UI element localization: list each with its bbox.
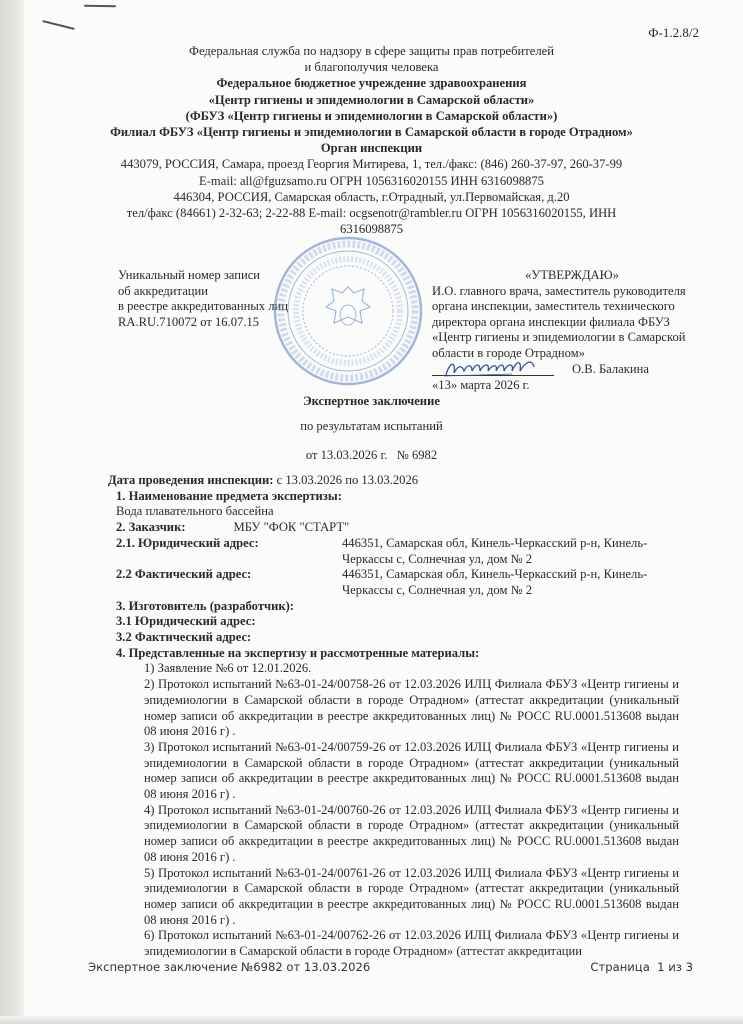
accreditation-line: об аккредитации [118,283,209,298]
approver-position-line: И.О. главного врача, заместитель руководителя [432,283,686,298]
approver-position-line: «Центр гигиены и эпидемиологии в Самарской [432,330,686,345]
section-2-2-actual-address [108,567,698,598]
scan-mark [42,20,75,30]
material-item: 6) Протокол испытаний №63-01-24/00762-26 от 12.03.2026 ИЛЦ Филиала ФБУЗ «Центр гигиены и эпидемиологии в Самарской области в городе Отрадном» (аттестат аккредитации [144,928,679,959]
branch-address: 446304, РОССИЯ, Самарская область, г.Отрадный, ул.Первомайская, д.20 [173,189,570,204]
agency-line: Федеральная служба по надзору в сфере защиты прав потребителей [189,44,554,58]
section-2-1-legal-address [108,536,698,567]
legal-address-value: 446351, Самарская обл, Кинель-Черкасский р-н, Кинель-Черкассы с, Солнечная ул, дом № 2 [342,535,648,566]
approver-position-line: директора органа инспекции филиала ФБУЗ [432,314,670,329]
branch-name: Филиал ФБУЗ «Центр гигиены и эпидемиологии в Самарской области в городе Отрадном» [110,125,633,140]
accreditation-line: в реестре аккредитованных лиц [118,299,289,314]
legal-address-label: 2.1. Юридический адрес: [116,535,259,550]
footer-page-number: Страница 1 из 3 [590,960,693,974]
section-1-value: Вода плавательного бассейна [116,504,274,519]
institution-short-name: (ФБУЗ «Центр гигиены и эпидемиологии в Самарской области») [185,108,558,123]
section-2-customer [108,520,698,536]
document-date-number: от 13.03.2026 г. № 6982 [305,448,438,462]
actual-address-value: 446351, Самарская обл, Кинель-Черкасский р-н, Кинель-Черкассы с, Солнечная ул, дом № 2 [342,567,648,597]
material-item: 5) Протокол испытаний №63-01-24/00761-26 от 12.03.2026 ИЛЦ Филиала ФБУЗ «Центр гигиены и эпидемиологии в Самарской области в городе Отрадном» (аттестат аккредитации (уникальный номер записи об аккредитации в реестре аккредитованных лиц) № РОСС RU.0001.513608 выдан 08 июня 2016 г) . [144,865,679,927]
approver-position-line: органа инспекции, заместитель технического [432,299,675,314]
footer-document-ref: Экспертное заключение №6982 от 13.03.2026 [88,960,371,974]
institution-name: Федеральное бюджетное учреждение здравоохранения [216,76,527,91]
approval-title: «УТВЕРЖДАЮ» [525,268,619,282]
materials-list [108,661,679,959]
customer-label: 2. Заказчик: [116,520,186,535]
branch-contacts: тел/факс (84661) 2-32-63; 2-22-88 E-mail: ocgsenotr@rambler.ru ОГРН 1056316020155, ИНН [126,206,617,221]
section-3-label: 3. Изготовитель (разработчик): [116,598,295,613]
agency-line: и благополучия человека [304,60,439,75]
official-stamp-icon [272,235,424,387]
section-3-2-label: 3.2 Фактический адрес: [116,630,252,644]
main-address: 443079, РОССИЯ, Самара, проезд Георгия Митирева, 1, тел./факс: (846) 260-37-97, 260-37-99 [120,157,623,172]
customer-value: МБУ "ФОК "СТАРТ" [233,520,350,535]
signer-name: О.В. Балакина [572,361,649,376]
material-item: 2) Протокол испытаний №63-01-24/00758-26 от 12.03.2026 ИЛЦ Филиала ФБУЗ «Центр гигиены и эпидемиологии в Самарской области в городе Отрадном» (аттестат аккредитации (уникальный номер записи об аккредитации в реестре аккредитованных лиц) № РОСС RU.0001.513608 выдан 08 июня 2016 г) . [144,677,679,739]
material-item: 1) Заявление №6 от 12.01.2026. [144,661,312,676]
inspection-date-value: с 13.03.2026 по 13.03.2026 [273,473,419,487]
signature-row [432,362,712,378]
document-subtitle: по результатам испытаний [300,419,443,433]
approval-block [432,268,712,393]
document-body [108,473,698,960]
inspection-date-label: Дата проведения инспекции: [108,473,274,487]
main-contacts: E-mail: all@fguzsamo.ru ОГРН 1056316020155 ИНН 6316098875 [199,173,544,188]
inspection-body-name: Орган инспекции [320,141,423,156]
scan-mark [84,5,116,8]
actual-address-label: 2.2 Фактический адрес: [116,567,252,582]
accreditation-block [118,268,288,330]
approver-position-line: области в городе Отрадном» [432,345,585,360]
document-title: Экспертное заключение [303,394,440,408]
institution-name: «Центр гигиены и эпидемиологии в Самарской области» [208,92,535,107]
approval-date: «13» марта 2026 г. [432,377,530,392]
accreditation-number: RA.RU.710072 от 16.07.15 [118,314,260,329]
section-4-label: 4. Представленные на экспертизу и рассмотренные материалы: [116,645,480,660]
inspection-date [108,473,698,489]
material-item: 4) Протокол испытаний №63-01-24/00760-26 от 12.03.2026 ИЛЦ Филиала ФБУЗ «Центр гигиены и эпидемиологии в Самарской области в городе Отрадном» (аттестат аккредитации (уникальный номер записи об аккредитации в реестре аккредитованных лиц) № РОСС RU.0001.513608 выдан 08 июня 2016 г) . [144,802,679,864]
accreditation-line: Уникальный номер записи [118,268,261,282]
letterhead [100,43,643,237]
section-3-1-label: 3.1 Юридический адрес: [116,614,256,629]
handwritten-signature-icon [442,357,542,379]
scan-edge-left [0,0,24,1024]
branch-contacts: 6316098875 [340,222,403,237]
form-code: Ф-1.2.8/2 [648,25,699,40]
section-1-label: 1. Наименование предмета экспертизы: [116,488,342,503]
material-item: 3) Протокол испытаний №63-01-24/00759-26 от 12.03.2026 ИЛЦ Филиала ФБУЗ «Центр гигиены и эпидемиологии в Самарской области в городе Отрадном» (аттестат аккредитации (уникальный номер записи об аккредитации в реестре аккредитованных лиц) № РОСС RU.0001.513608 выдан 08 июня 2016 г) . [144,739,679,802]
scan-edge-bottom [0,1016,743,1024]
